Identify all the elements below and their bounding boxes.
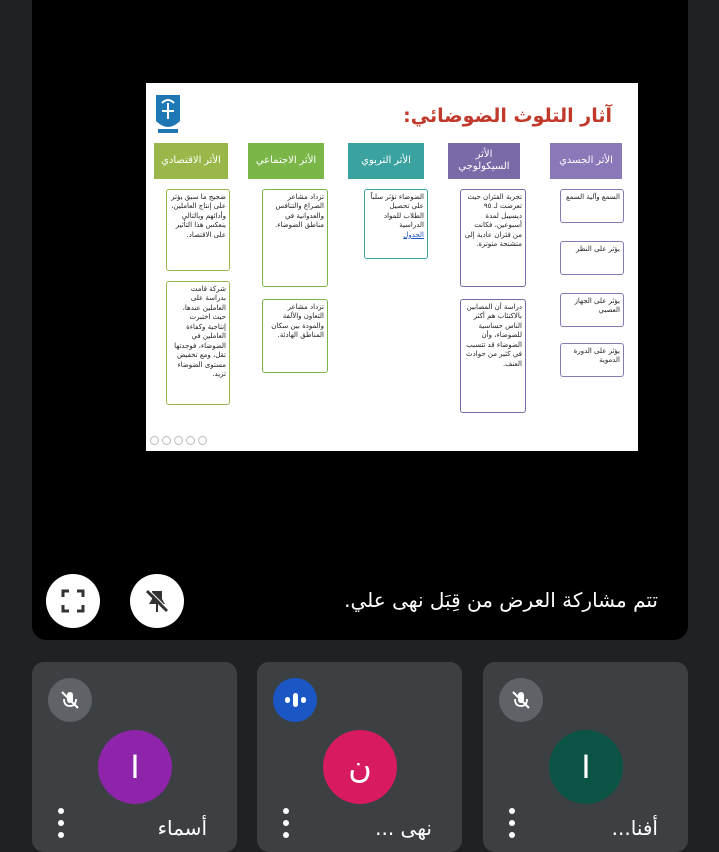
edu-box-text: الضوضاء تؤثر سلباً على تحصيل الطلاب للمواد الدراسية (370, 193, 424, 230)
fullscreen-icon (60, 588, 86, 614)
physical-box-circulation: يؤثر على الدورة الدموية (560, 343, 624, 377)
slide-title: آثار التلوث الضوضائي: (403, 105, 612, 127)
physical-box-nervous: يؤثر على الجهاز العصبي (560, 293, 624, 327)
slide-zoom-icon[interactable] (198, 436, 207, 445)
psych-box-depression: دراسة أن المصابين بالاكتئاب هم أكثر الناس حساسية للضوضاء، وأن الضوضاء قد تتسبب في كثير من حوادث العنف. (460, 299, 526, 413)
column-header-physical: الأثر الجسدي (550, 143, 622, 179)
shared-slide (146, 83, 638, 451)
participant-name: نهى ... (375, 816, 432, 840)
speaking-indicator-icon (273, 678, 317, 722)
avatar: ن (323, 730, 397, 804)
physical-box-hearing: السمع وآلية السمع (560, 189, 624, 223)
physical-box-vision: يؤثر على النظر (560, 241, 624, 275)
participant-name: أسماء (157, 816, 207, 840)
column-header-economic: الأثر الاقتصادي (154, 143, 228, 179)
mic-muted-icon (499, 678, 543, 722)
participant-tile[interactable] (257, 662, 462, 852)
slide-controls[interactable] (150, 436, 207, 445)
participant-name: أفنا... (611, 816, 658, 840)
participant-tile[interactable] (32, 662, 237, 852)
share-message: تتم مشاركة العرض من قِبَل نهى علي. (344, 588, 658, 612)
more-options-icon[interactable] (509, 808, 517, 838)
avatar: I (549, 730, 623, 804)
unpin-button[interactable] (130, 574, 184, 628)
slide-menu-icon[interactable] (186, 436, 195, 445)
fullscreen-button[interactable] (46, 574, 100, 628)
unpin-icon (143, 587, 171, 615)
more-options-icon[interactable] (58, 808, 66, 838)
presentation-stage (32, 0, 688, 640)
university-logo-icon (154, 93, 182, 135)
slide-next-icon[interactable] (174, 436, 183, 445)
psych-box-rats: تجربة الفئران حيث تعرضت لـ ٩٥ ديسيبل لمدة أسبوعين، فكانت من فئران عادية إلى متشنجة متوترة. (460, 189, 526, 287)
more-options-icon[interactable] (283, 808, 291, 838)
slide-prev-icon[interactable] (150, 436, 159, 445)
slide-play-icon[interactable] (162, 436, 171, 445)
column-header-psychological: الأثر السيكولوجي (448, 143, 520, 179)
edu-box-achievement (364, 189, 428, 259)
avatar: I (98, 730, 172, 804)
table-link[interactable]: الجدول (403, 230, 424, 239)
social-box-conflict: تزداد مشاعر الصراع والتنافس والعدوانية في مناطق الضوضاء. (262, 189, 328, 287)
econ-box-productivity: ضجيج ما سبق يؤثر على إنتاج العاملين، وأدائهم وبالتالي ينعكس هذا التأثير على الاقتصاد. (166, 189, 230, 271)
participant-tile[interactable] (483, 662, 688, 852)
social-box-cooperation: تزداد مشاعر التعاون والألفة والمودة بين سكان المناطق الهادئة. (262, 299, 328, 373)
column-header-social: الأثر الاجتماعي (248, 143, 324, 179)
econ-box-study: شركة قامت بدراسة على العاملين عندها، حيث اختبرت إنتاجية وكفاءة العاملين في الضوضاء، فوجدتها تقل، ومع تخفيض مستوى الضوضاء تزيد. (166, 281, 230, 405)
mic-muted-icon (48, 678, 92, 722)
column-header-educational: الأثر التربوي (348, 143, 424, 179)
